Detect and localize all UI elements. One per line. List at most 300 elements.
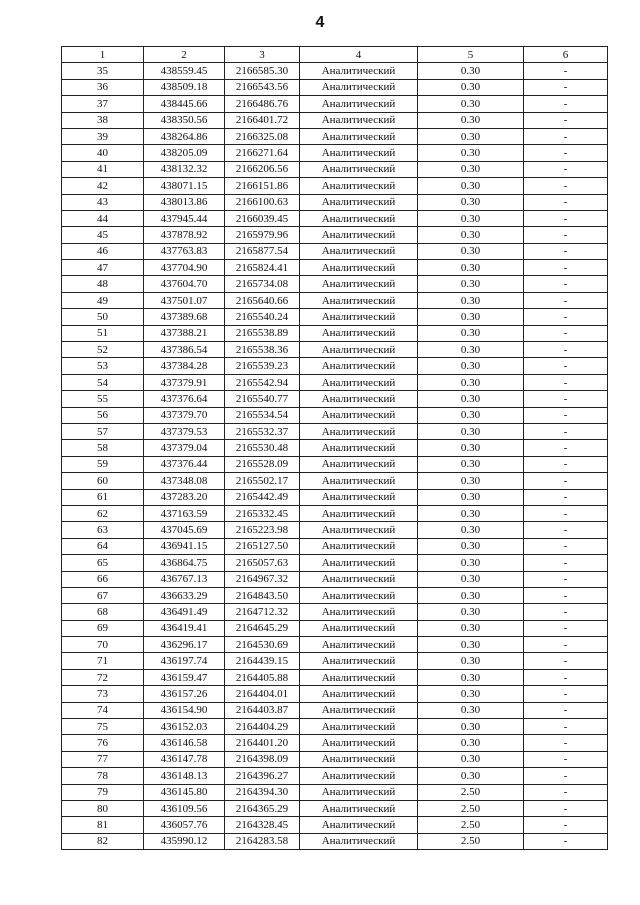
- point-number-cell: 42: [62, 178, 144, 194]
- note-cell: -: [524, 243, 608, 259]
- note-cell: -: [524, 440, 608, 456]
- x-coordinate-cell: 437045.69: [144, 522, 225, 538]
- table-row: [62, 505, 608, 521]
- point-number-cell: 59: [62, 456, 144, 472]
- note-cell: -: [524, 325, 608, 341]
- y-coordinate-cell: 2166585.30: [225, 63, 300, 79]
- method-cell: Аналитический: [300, 391, 418, 407]
- accuracy-cell: 0.30: [418, 456, 524, 472]
- table-row: [62, 374, 608, 390]
- point-number-cell: 69: [62, 620, 144, 636]
- note-cell: -: [524, 669, 608, 685]
- y-coordinate-cell: 2165540.24: [225, 309, 300, 325]
- accuracy-cell: 0.30: [418, 653, 524, 669]
- table-row: [62, 604, 608, 620]
- note-cell: -: [524, 292, 608, 308]
- note-cell: -: [524, 96, 608, 112]
- method-cell: Аналитический: [300, 768, 418, 784]
- table-row: [62, 423, 608, 439]
- accuracy-cell: 0.30: [418, 686, 524, 702]
- point-number-cell: 74: [62, 702, 144, 718]
- table-row: [62, 161, 608, 177]
- method-cell: Аналитический: [300, 292, 418, 308]
- point-number-cell: 35: [62, 63, 144, 79]
- note-cell: -: [524, 309, 608, 325]
- column-header: 2: [144, 47, 225, 63]
- table-row: [62, 538, 608, 554]
- table-row: [62, 735, 608, 751]
- point-number-cell: 36: [62, 79, 144, 95]
- table-row: [62, 653, 608, 669]
- y-coordinate-cell: 2165542.94: [225, 374, 300, 390]
- method-cell: Аналитический: [300, 194, 418, 210]
- table-row: [62, 800, 608, 816]
- method-cell: Аналитический: [300, 587, 418, 603]
- note-cell: -: [524, 735, 608, 751]
- point-number-cell: 44: [62, 210, 144, 226]
- method-cell: Аналитический: [300, 112, 418, 128]
- point-number-cell: 48: [62, 276, 144, 292]
- point-number-cell: 67: [62, 587, 144, 603]
- point-number-cell: 61: [62, 489, 144, 505]
- y-coordinate-cell: 2164394.30: [225, 784, 300, 800]
- x-coordinate-cell: 437384.28: [144, 358, 225, 374]
- point-number-cell: 39: [62, 128, 144, 144]
- note-cell: -: [524, 686, 608, 702]
- point-number-cell: 53: [62, 358, 144, 374]
- method-cell: Аналитический: [300, 702, 418, 718]
- x-coordinate-cell: 438132.32: [144, 161, 225, 177]
- accuracy-cell: 0.30: [418, 407, 524, 423]
- point-number-cell: 77: [62, 751, 144, 767]
- accuracy-cell: 0.30: [418, 309, 524, 325]
- accuracy-cell: 0.30: [418, 391, 524, 407]
- method-cell: Аналитический: [300, 210, 418, 226]
- point-number-cell: 56: [62, 407, 144, 423]
- y-coordinate-cell: 2165057.63: [225, 555, 300, 571]
- y-coordinate-cell: 2164283.58: [225, 833, 300, 849]
- note-cell: -: [524, 79, 608, 95]
- x-coordinate-cell: 436491.49: [144, 604, 225, 620]
- point-number-cell: 76: [62, 735, 144, 751]
- note-cell: -: [524, 391, 608, 407]
- table-row: [62, 719, 608, 735]
- accuracy-cell: 0.30: [418, 374, 524, 390]
- y-coordinate-cell: 2164396.27: [225, 768, 300, 784]
- accuracy-cell: 2.50: [418, 800, 524, 816]
- table-row: [62, 112, 608, 128]
- x-coordinate-cell: 436197.74: [144, 653, 225, 669]
- accuracy-cell: 0.30: [418, 145, 524, 161]
- point-number-cell: 58: [62, 440, 144, 456]
- method-cell: Аналитический: [300, 374, 418, 390]
- note-cell: -: [524, 456, 608, 472]
- x-coordinate-cell: 436419.41: [144, 620, 225, 636]
- y-coordinate-cell: 2165534.54: [225, 407, 300, 423]
- accuracy-cell: 0.30: [418, 702, 524, 718]
- method-cell: Аналитический: [300, 358, 418, 374]
- point-number-cell: 75: [62, 719, 144, 735]
- accuracy-cell: 0.30: [418, 227, 524, 243]
- column-header: 4: [300, 47, 418, 63]
- accuracy-cell: 0.30: [418, 719, 524, 735]
- method-cell: Аналитический: [300, 620, 418, 636]
- table-row: [62, 817, 608, 833]
- y-coordinate-cell: 2165979.96: [225, 227, 300, 243]
- accuracy-cell: 2.50: [418, 833, 524, 849]
- method-cell: Аналитический: [300, 243, 418, 259]
- accuracy-cell: 0.30: [418, 489, 524, 505]
- y-coordinate-cell: 2166325.08: [225, 128, 300, 144]
- accuracy-cell: 0.30: [418, 571, 524, 587]
- note-cell: -: [524, 63, 608, 79]
- accuracy-cell: 0.30: [418, 342, 524, 358]
- y-coordinate-cell: 2164530.69: [225, 637, 300, 653]
- table-row: [62, 178, 608, 194]
- method-cell: Аналитический: [300, 735, 418, 751]
- accuracy-cell: 0.30: [418, 620, 524, 636]
- accuracy-cell: 0.30: [418, 96, 524, 112]
- note-cell: -: [524, 423, 608, 439]
- y-coordinate-cell: 2165539.23: [225, 358, 300, 374]
- table-row: [62, 489, 608, 505]
- note-cell: -: [524, 833, 608, 849]
- accuracy-cell: 0.30: [418, 604, 524, 620]
- point-number-cell: 68: [62, 604, 144, 620]
- x-coordinate-cell: 436633.29: [144, 587, 225, 603]
- y-coordinate-cell: 2164328.45: [225, 817, 300, 833]
- table-row: [62, 63, 608, 79]
- accuracy-cell: 0.30: [418, 587, 524, 603]
- note-cell: -: [524, 161, 608, 177]
- note-cell: -: [524, 358, 608, 374]
- method-cell: Аналитический: [300, 538, 418, 554]
- accuracy-cell: 0.30: [418, 473, 524, 489]
- point-number-cell: 62: [62, 505, 144, 521]
- table-row: [62, 833, 608, 849]
- method-cell: Аналитический: [300, 161, 418, 177]
- note-cell: -: [524, 751, 608, 767]
- method-cell: Аналитический: [300, 276, 418, 292]
- accuracy-cell: 0.30: [418, 751, 524, 767]
- point-number-cell: 63: [62, 522, 144, 538]
- method-cell: Аналитический: [300, 686, 418, 702]
- x-coordinate-cell: 436148.13: [144, 768, 225, 784]
- point-number-cell: 40: [62, 145, 144, 161]
- accuracy-cell: 0.30: [418, 440, 524, 456]
- method-cell: Аналитический: [300, 423, 418, 439]
- x-coordinate-cell: 436157.26: [144, 686, 225, 702]
- accuracy-cell: 0.30: [418, 243, 524, 259]
- column-header: 3: [225, 47, 300, 63]
- table-row: [62, 79, 608, 95]
- x-coordinate-cell: 437163.59: [144, 505, 225, 521]
- method-cell: Аналитический: [300, 719, 418, 735]
- y-coordinate-cell: 2165532.37: [225, 423, 300, 439]
- x-coordinate-cell: 436057.76: [144, 817, 225, 833]
- point-number-cell: 72: [62, 669, 144, 685]
- y-coordinate-cell: 2165442.49: [225, 489, 300, 505]
- column-header: 6: [524, 47, 608, 63]
- method-cell: Аналитический: [300, 227, 418, 243]
- table-row: [62, 587, 608, 603]
- table-row: [62, 669, 608, 685]
- x-coordinate-cell: 437379.04: [144, 440, 225, 456]
- page-number: 4: [315, 14, 325, 31]
- point-number-cell: 47: [62, 260, 144, 276]
- point-number-cell: 64: [62, 538, 144, 554]
- table-row: [62, 768, 608, 784]
- x-coordinate-cell: 438264.86: [144, 128, 225, 144]
- table-row: [62, 555, 608, 571]
- note-cell: -: [524, 260, 608, 276]
- x-coordinate-cell: 437878.92: [144, 227, 225, 243]
- x-coordinate-cell: 437379.91: [144, 374, 225, 390]
- method-cell: Аналитический: [300, 407, 418, 423]
- accuracy-cell: 0.30: [418, 276, 524, 292]
- table-row: [62, 440, 608, 456]
- x-coordinate-cell: 436296.17: [144, 637, 225, 653]
- table-row: [62, 325, 608, 341]
- point-number-cell: 43: [62, 194, 144, 210]
- table-row: [62, 342, 608, 358]
- table-row: [62, 128, 608, 144]
- y-coordinate-cell: 2166039.45: [225, 210, 300, 226]
- x-coordinate-cell: 436154.90: [144, 702, 225, 718]
- point-number-cell: 41: [62, 161, 144, 177]
- accuracy-cell: 0.30: [418, 63, 524, 79]
- table-row: [62, 637, 608, 653]
- note-cell: -: [524, 538, 608, 554]
- table-row: [62, 456, 608, 472]
- note-cell: -: [524, 637, 608, 653]
- y-coordinate-cell: 2165127.50: [225, 538, 300, 554]
- method-cell: Аналитический: [300, 800, 418, 816]
- note-cell: -: [524, 702, 608, 718]
- note-cell: -: [524, 719, 608, 735]
- point-number-cell: 71: [62, 653, 144, 669]
- note-cell: -: [524, 768, 608, 784]
- note-cell: -: [524, 407, 608, 423]
- note-cell: -: [524, 145, 608, 161]
- accuracy-cell: 0.30: [418, 161, 524, 177]
- point-number-cell: 66: [62, 571, 144, 587]
- x-coordinate-cell: 438205.09: [144, 145, 225, 161]
- point-number-cell: 81: [62, 817, 144, 833]
- note-cell: -: [524, 555, 608, 571]
- method-cell: Аналитический: [300, 128, 418, 144]
- x-coordinate-cell: 438445.66: [144, 96, 225, 112]
- note-cell: -: [524, 620, 608, 636]
- note-cell: -: [524, 522, 608, 538]
- point-number-cell: 51: [62, 325, 144, 341]
- note-cell: -: [524, 784, 608, 800]
- x-coordinate-cell: 436159.47: [144, 669, 225, 685]
- y-coordinate-cell: 2166100.63: [225, 194, 300, 210]
- table-row: [62, 702, 608, 718]
- x-coordinate-cell: 436145.80: [144, 784, 225, 800]
- note-cell: -: [524, 128, 608, 144]
- x-coordinate-cell: 437945.44: [144, 210, 225, 226]
- x-coordinate-cell: 436146.58: [144, 735, 225, 751]
- x-coordinate-cell: 437389.68: [144, 309, 225, 325]
- y-coordinate-cell: 2164439.15: [225, 653, 300, 669]
- accuracy-cell: 0.30: [418, 358, 524, 374]
- method-cell: Аналитический: [300, 145, 418, 161]
- table-header: [62, 47, 608, 63]
- method-cell: Аналитический: [300, 784, 418, 800]
- y-coordinate-cell: 2165528.09: [225, 456, 300, 472]
- x-coordinate-cell: 438013.86: [144, 194, 225, 210]
- header-row: [62, 47, 608, 63]
- method-cell: Аналитический: [300, 833, 418, 849]
- x-coordinate-cell: 435990.12: [144, 833, 225, 849]
- point-number-cell: 54: [62, 374, 144, 390]
- y-coordinate-cell: 2166271.64: [225, 145, 300, 161]
- method-cell: Аналитический: [300, 342, 418, 358]
- method-cell: Аналитический: [300, 817, 418, 833]
- accuracy-cell: 0.30: [418, 210, 524, 226]
- x-coordinate-cell: 436864.75: [144, 555, 225, 571]
- table-row: [62, 522, 608, 538]
- method-cell: Аналитический: [300, 63, 418, 79]
- x-coordinate-cell: 437763.83: [144, 243, 225, 259]
- x-coordinate-cell: 437376.64: [144, 391, 225, 407]
- y-coordinate-cell: 2165877.54: [225, 243, 300, 259]
- y-coordinate-cell: 2165502.17: [225, 473, 300, 489]
- x-coordinate-cell: 436941.15: [144, 538, 225, 554]
- note-cell: -: [524, 210, 608, 226]
- x-coordinate-cell: 437348.08: [144, 473, 225, 489]
- accuracy-cell: 0.30: [418, 555, 524, 571]
- table-row: [62, 194, 608, 210]
- y-coordinate-cell: 2165538.36: [225, 342, 300, 358]
- y-coordinate-cell: 2166401.72: [225, 112, 300, 128]
- note-cell: -: [524, 276, 608, 292]
- point-number-cell: 82: [62, 833, 144, 849]
- method-cell: Аналитический: [300, 637, 418, 653]
- note-cell: -: [524, 800, 608, 816]
- table-body: [62, 63, 608, 850]
- note-cell: -: [524, 227, 608, 243]
- accuracy-cell: 0.30: [418, 260, 524, 276]
- method-cell: Аналитический: [300, 522, 418, 538]
- accuracy-cell: 0.30: [418, 128, 524, 144]
- x-coordinate-cell: 436767.13: [144, 571, 225, 587]
- y-coordinate-cell: 2165530.48: [225, 440, 300, 456]
- point-number-cell: 73: [62, 686, 144, 702]
- method-cell: Аналитический: [300, 325, 418, 341]
- accuracy-cell: 2.50: [418, 784, 524, 800]
- table-row: [62, 243, 608, 259]
- table-row: [62, 227, 608, 243]
- note-cell: -: [524, 473, 608, 489]
- table-row: [62, 145, 608, 161]
- method-cell: Аналитический: [300, 309, 418, 325]
- x-coordinate-cell: 437283.20: [144, 489, 225, 505]
- table-row: [62, 620, 608, 636]
- x-coordinate-cell: 436152.03: [144, 719, 225, 735]
- note-cell: -: [524, 112, 608, 128]
- accuracy-cell: 0.30: [418, 637, 524, 653]
- accuracy-cell: 0.30: [418, 538, 524, 554]
- y-coordinate-cell: 2165223.98: [225, 522, 300, 538]
- x-coordinate-cell: 436109.56: [144, 800, 225, 816]
- method-cell: Аналитический: [300, 571, 418, 587]
- y-coordinate-cell: 2164403.87: [225, 702, 300, 718]
- y-coordinate-cell: 2166151.86: [225, 178, 300, 194]
- point-number-cell: 52: [62, 342, 144, 358]
- method-cell: Аналитический: [300, 178, 418, 194]
- table-row: [62, 96, 608, 112]
- x-coordinate-cell: 437501.07: [144, 292, 225, 308]
- table-row: [62, 407, 608, 423]
- y-coordinate-cell: 2165538.89: [225, 325, 300, 341]
- column-header: 1: [62, 47, 144, 63]
- point-number-cell: 37: [62, 96, 144, 112]
- x-coordinate-cell: 437386.54: [144, 342, 225, 358]
- x-coordinate-cell: 436147.78: [144, 751, 225, 767]
- y-coordinate-cell: 2164843.50: [225, 587, 300, 603]
- x-coordinate-cell: 438559.45: [144, 63, 225, 79]
- method-cell: Аналитический: [300, 555, 418, 571]
- y-coordinate-cell: 2165824.41: [225, 260, 300, 276]
- x-coordinate-cell: 437376.44: [144, 456, 225, 472]
- point-number-cell: 57: [62, 423, 144, 439]
- point-number-cell: 79: [62, 784, 144, 800]
- y-coordinate-cell: 2164398.09: [225, 751, 300, 767]
- note-cell: -: [524, 571, 608, 587]
- y-coordinate-cell: 2164401.20: [225, 735, 300, 751]
- method-cell: Аналитический: [300, 604, 418, 620]
- table-row: [62, 686, 608, 702]
- coordinates-table: [61, 46, 608, 850]
- point-number-cell: 70: [62, 637, 144, 653]
- method-cell: Аналитический: [300, 489, 418, 505]
- x-coordinate-cell: 437379.53: [144, 423, 225, 439]
- y-coordinate-cell: 2164712.32: [225, 604, 300, 620]
- point-number-cell: 55: [62, 391, 144, 407]
- accuracy-cell: 0.30: [418, 178, 524, 194]
- table-row: [62, 571, 608, 587]
- point-number-cell: 78: [62, 768, 144, 784]
- accuracy-cell: 0.30: [418, 292, 524, 308]
- accuracy-cell: 0.30: [418, 325, 524, 341]
- column-header: 5: [418, 47, 524, 63]
- y-coordinate-cell: 2164645.29: [225, 620, 300, 636]
- table-row: [62, 260, 608, 276]
- accuracy-cell: 0.30: [418, 505, 524, 521]
- accuracy-cell: 0.30: [418, 194, 524, 210]
- accuracy-cell: 0.30: [418, 768, 524, 784]
- table-row: [62, 309, 608, 325]
- x-coordinate-cell: 438350.56: [144, 112, 225, 128]
- method-cell: Аналитический: [300, 751, 418, 767]
- note-cell: -: [524, 489, 608, 505]
- point-number-cell: 38: [62, 112, 144, 128]
- point-number-cell: 65: [62, 555, 144, 571]
- accuracy-cell: 0.30: [418, 522, 524, 538]
- method-cell: Аналитический: [300, 653, 418, 669]
- note-cell: -: [524, 604, 608, 620]
- note-cell: -: [524, 374, 608, 390]
- y-coordinate-cell: 2164405.88: [225, 669, 300, 685]
- table-row: [62, 391, 608, 407]
- y-coordinate-cell: 2164967.32: [225, 571, 300, 587]
- point-number-cell: 50: [62, 309, 144, 325]
- y-coordinate-cell: 2164365.29: [225, 800, 300, 816]
- x-coordinate-cell: 438071.15: [144, 178, 225, 194]
